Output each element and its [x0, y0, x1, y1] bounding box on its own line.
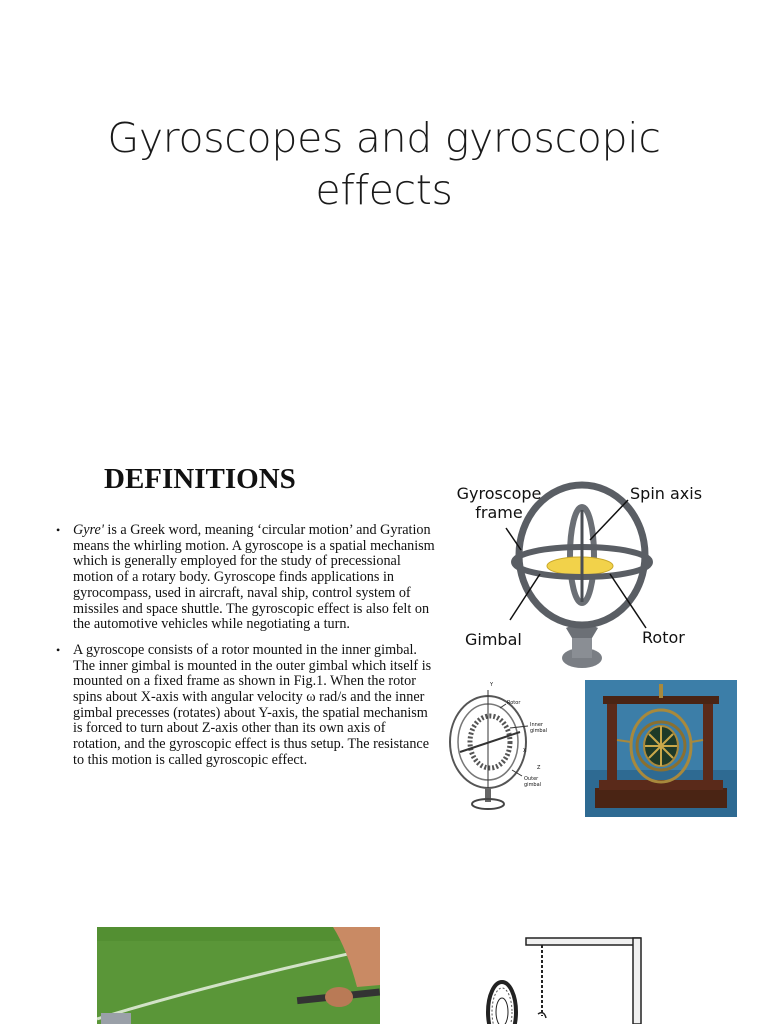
rotor-label: Rotor [642, 628, 685, 647]
page-title: Gyroscopes and gyroscopic effects [107, 114, 661, 214]
sketch-label-outer: Outer [524, 776, 539, 782]
definitions-list [56, 523, 436, 779]
frame-label-line2: frame [475, 503, 523, 522]
gyre-term: Gyre' [73, 522, 104, 538]
gimbal-label: Gimbal [465, 630, 522, 649]
gyroscope-description: A gyroscope consists of a rotor mounted in the inner gimbal. The inner gimbal is mounted in the outer gimbal which itself is mounted on a fixed frame as shown in Fig.1. When the rotor spins about X-axis with angular velocity ω rad/s and the inner gimbal precesses (rotates) about Y-axis, the spatial mechanism is forced to turn about Z-axis other than its own axis of rotation, and the gyroscopic effect is thus setup. The resistance to this motion is called gyroscopic effect. [73, 641, 432, 768]
sketch-label-x: X [523, 748, 527, 754]
sketch-label-y: Y [490, 682, 494, 688]
wheel-diagram-illustration [478, 936, 648, 1024]
frame-label-line1: Gyroscope [456, 484, 542, 503]
grass-photo-illustration [97, 927, 380, 1024]
wheel-diagram [478, 936, 648, 1024]
list-item [56, 523, 436, 633]
sketch-label-inner: Inner [530, 722, 543, 728]
sketch-illustration [440, 680, 555, 815]
gyroscope-photo-illustration [585, 680, 737, 817]
gyroscope-photo [585, 680, 737, 817]
gyroscope-sketch [440, 680, 555, 815]
sketch-label-rotor: Rotor [507, 700, 521, 706]
gyre-definition: is a Greek word, meaning ‘circular motion’ and Gyration means the whirling motion. A gyroscope is a spatial mechanism which is generally employed for the study of precessional motion of a rotary body. Gyroscope finds applications in gyrocompass, used in aircraft, naval ship, control system of missiles and space shuttle. The gyroscopic effect is also felt on the automotive vehicles while negotiating a turn. [73, 522, 435, 633]
gyroscope-frame-label [455, 484, 543, 522]
gyroscope-diagram [440, 470, 750, 680]
sketch-label-gimbal1: gimbal [530, 728, 548, 734]
grass-photo [97, 927, 380, 1024]
spin-axis-label: Spin axis [630, 484, 703, 503]
definitions-heading: DEFINITIONS [104, 463, 296, 495]
sketch-label-z: Z [537, 765, 541, 771]
list-item [56, 643, 436, 769]
sketch-label-gimbal2: gimbal [524, 782, 542, 788]
